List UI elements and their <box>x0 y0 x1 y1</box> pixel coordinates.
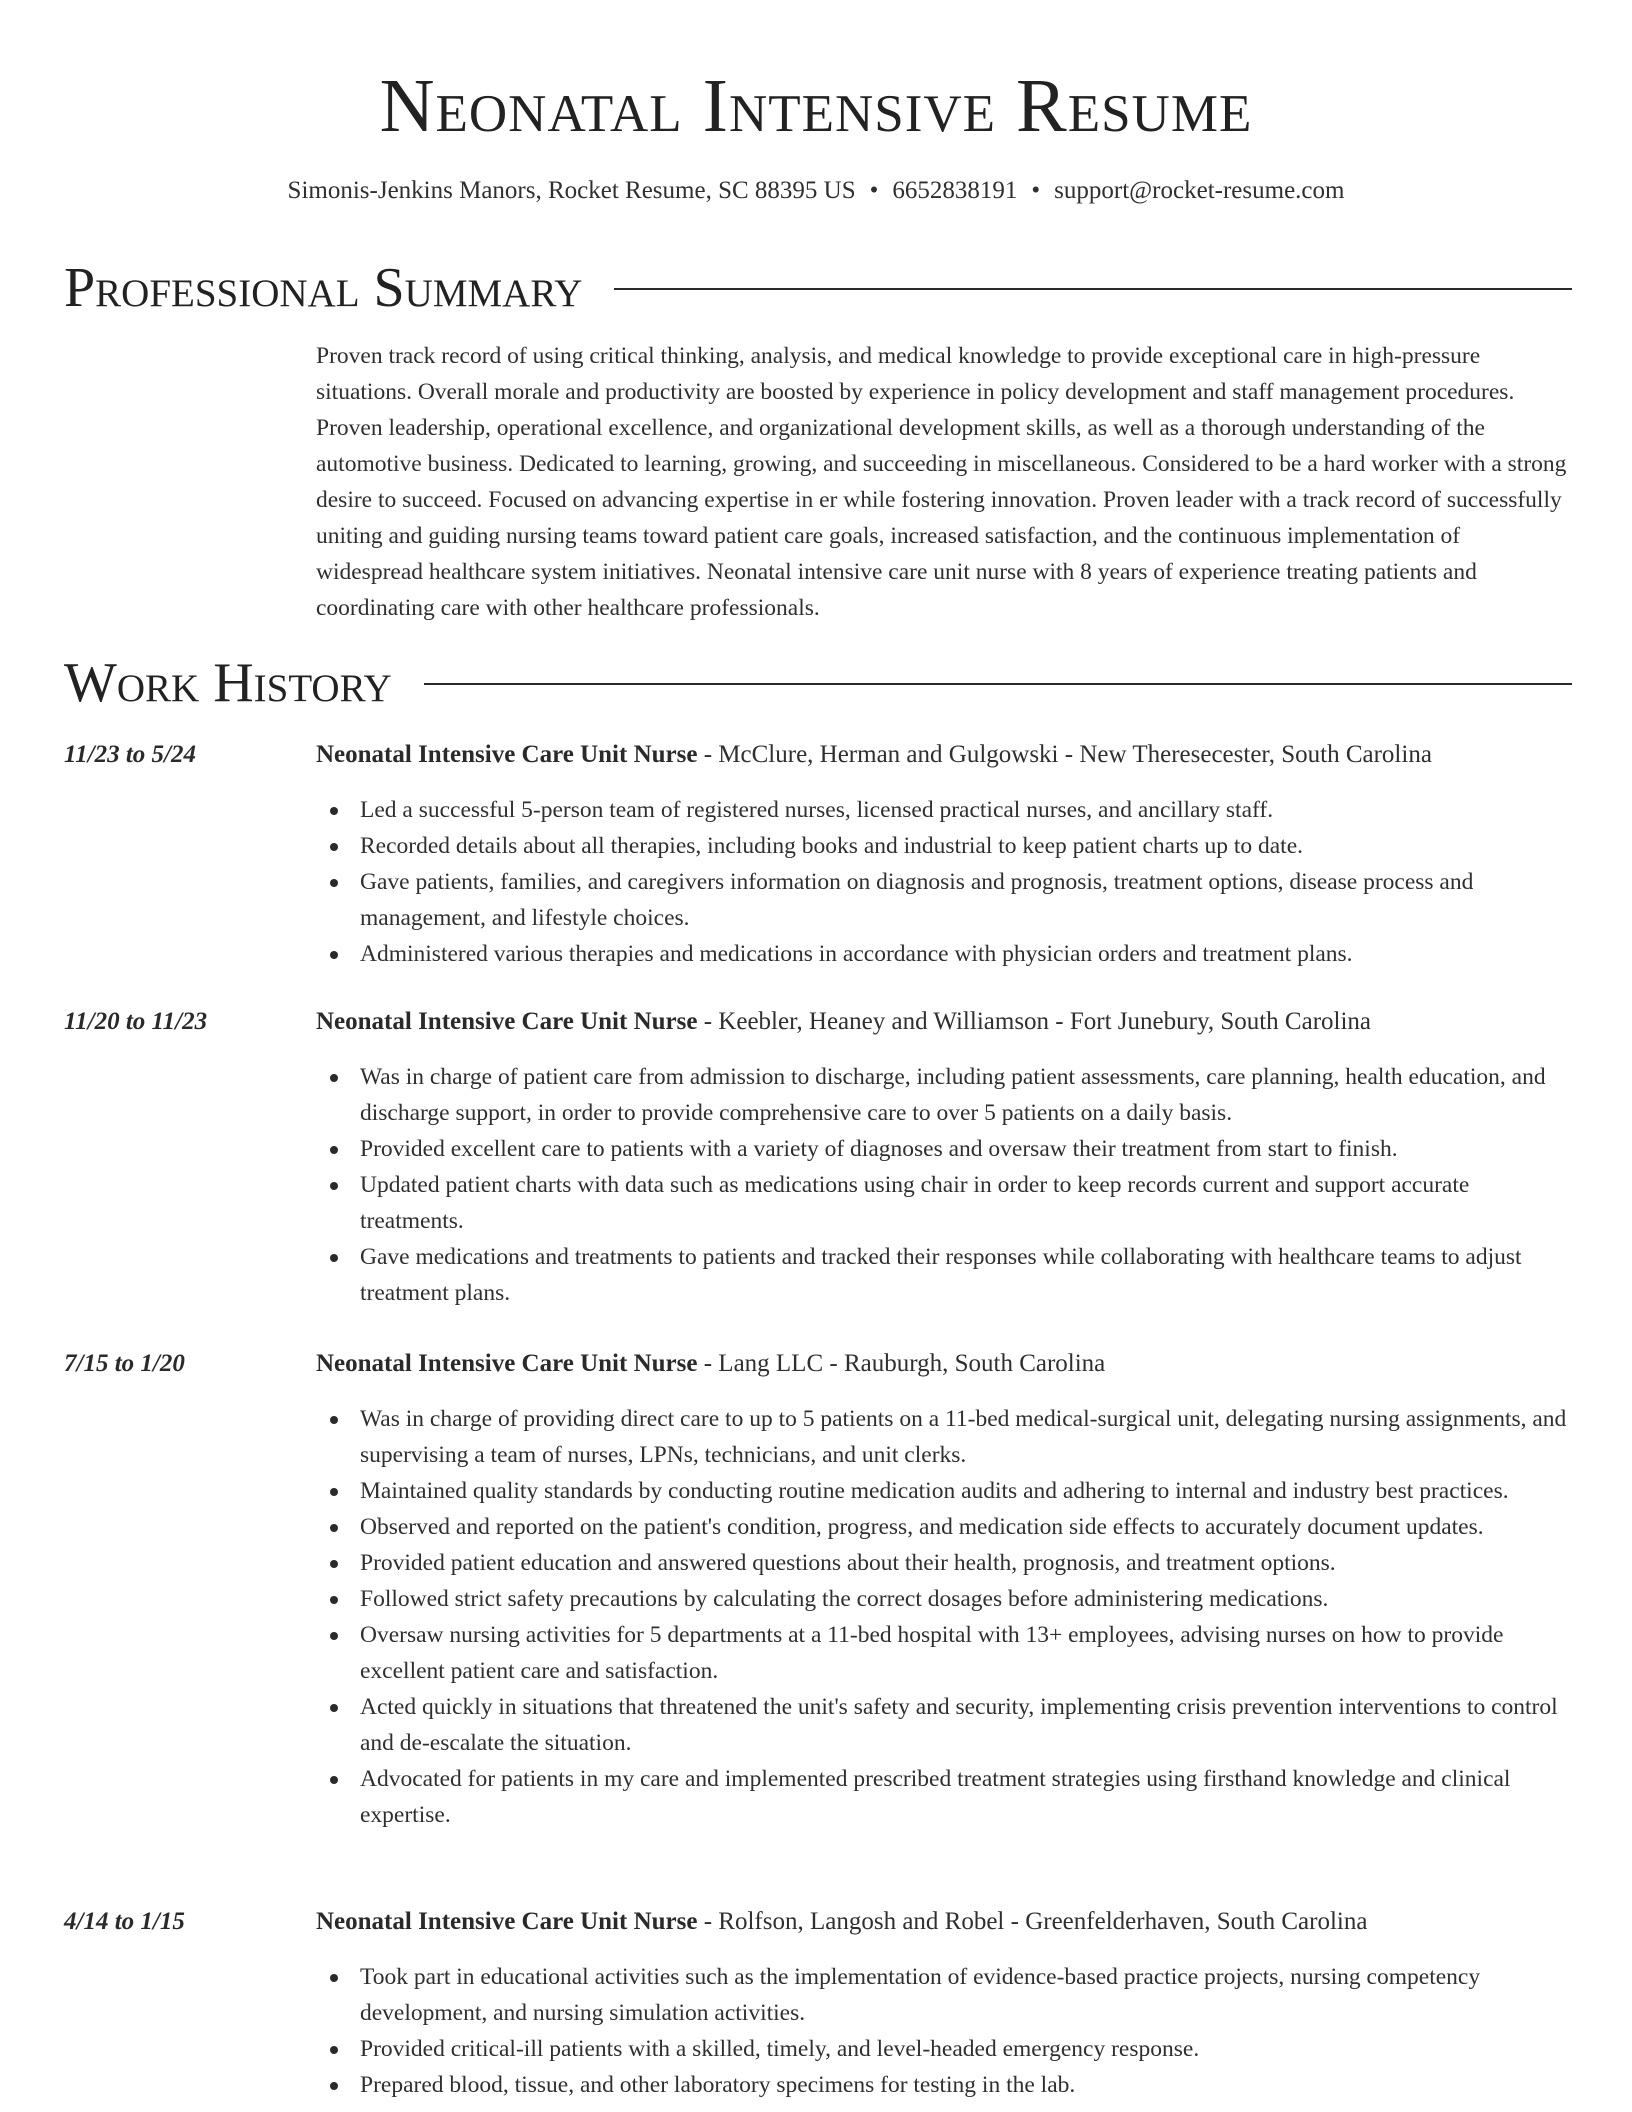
bullet-dot <box>330 1182 338 1190</box>
contact-separator: • <box>1031 177 1041 204</box>
job-bullet <box>316 936 1572 972</box>
bullet-dot <box>330 1704 338 1712</box>
job-bullet <box>316 1617 1572 1689</box>
job-header <box>64 1905 1572 1939</box>
job-bullet-text: Provided excellent care to patients with a variety of diagnoses and oversaw their treatment from start to finish. <box>360 1136 1398 1162</box>
bullet-dot <box>330 1560 338 1568</box>
job-bullet <box>316 1059 1572 1131</box>
job-title: Neonatal Intensive Care Unit Nurse <box>316 1350 698 1377</box>
bullet-dot <box>330 807 338 815</box>
summary-section-header <box>64 253 1572 323</box>
resume-name: Neonatal Intensive Resume <box>379 64 1253 148</box>
job-bullet-text: Gave medications and treatments to patients and tracked their responses while collaborating with healthcare teams to adjust treatment plans. <box>360 1244 1522 1306</box>
job-bullet-text: Provided critical-ill patients with a skilled, timely, and level-headed emergency response. <box>360 2036 1200 2062</box>
job-title-line <box>316 738 1432 772</box>
job-title: Neonatal Intensive Care Unit Nurse <box>316 1008 698 1035</box>
job-bullet-text: Administered various therapies and medications in accordance with physician orders and treatment plans. <box>360 941 1353 967</box>
job-entry <box>64 1905 1572 2103</box>
job-bullet <box>316 1167 1572 1239</box>
bullet-dot <box>330 1146 338 1154</box>
job-bullet-text: Followed strict safety precautions by calculating the correct dosages before administering medications. <box>360 1586 1329 1612</box>
section-divider <box>614 288 1572 290</box>
job-bullet <box>316 1401 1572 1473</box>
job-bullet-text: Led a successful 5-person team of registered nurses, licensed practical nurses, and ancillary staff. <box>360 797 1274 823</box>
job-bullet <box>316 828 1572 864</box>
contact-line <box>0 174 1632 208</box>
summary-text: Proven track record of using critical thinking, analysis, and medical knowledge to provide exceptional care in high-pressure situations. Overall morale and productivity are boosted by experience in policy development and staff management procedures. Proven leadership, operational excellence, and organizational development skills, as well as a thorough understanding of the automotive business. Dedicated to learning, growing, and succeeding in miscellaneous. Considered to be a hard worker with a strong desire to succeed. Focused on advancing expertise in er while fostering innovation. Proven leader with a track record of successfully uniting and guiding nursing teams toward patient care goals, increased satisfaction, and the continuous implementation of widespread healthcare system initiatives. Neonatal intensive care unit nurse with 8 years of experience treating patients and coordinating care with other healthcare professionals. <box>316 343 1567 621</box>
job-bullet-text: Provided patient education and answered questions about their health, prognosis, and treatment options. <box>360 1550 1336 1576</box>
bullet-dot <box>330 879 338 887</box>
job-title: Neonatal Intensive Care Unit Nurse <box>316 741 698 768</box>
job-bullet <box>316 792 1572 828</box>
job-bullet-text: Was in charge of providing direct care to up to 5 patients on a 11-bed medical-surgical unit, delegating nursing assignments, and supervising a team of nurses, LPNs, technicians, and unit clerks. <box>360 1406 1567 1468</box>
job-bullet-text: Was in charge of patient care from admission to discharge, including patient assessments, care planning, health education, and discharge support, in order to provide comprehensive care to over 5 patients on a daily basis. <box>360 1064 1546 1126</box>
job-bullet <box>316 1545 1572 1581</box>
job-bullet-list <box>64 792 1572 972</box>
job-employer-location: - Lang LLC - Rauburgh, South Carolina <box>697 1350 1106 1377</box>
job-bullet-text: Oversaw nursing activities for 5 departments at a 11-bed hospital with 13+ employees, advising nurses on how to provide excellent patient care and satisfaction. <box>360 1622 1504 1684</box>
job-employer-location: - McClure, Herman and Gulgowski - New Theresecester, South Carolina <box>697 741 1432 768</box>
work-history-section-header <box>64 648 1572 718</box>
bullet-dot <box>330 843 338 851</box>
contact-phone: 6652838191 <box>892 177 1018 204</box>
job-entry <box>64 1005 1572 1311</box>
job-bullet-list <box>64 1959 1572 2103</box>
bullet-dot <box>330 2046 338 2054</box>
job-bullet-text: Observed and reported on the patient's condition, progress, and medication side effects to accurately document updates. <box>360 1514 1484 1540</box>
summary-heading: Professional Summary <box>64 257 583 319</box>
job-header <box>64 1005 1572 1039</box>
job-bullet <box>316 1689 1572 1761</box>
job-bullet-text: Acted quickly in situations that threatened the unit's safety and security, implementing crisis prevention interventions to control and de-escalate the situation. <box>360 1694 1558 1756</box>
bullet-dot <box>330 1974 338 1982</box>
section-divider <box>424 683 1572 685</box>
job-bullet <box>316 1761 1572 1833</box>
bullet-dot <box>330 951 338 959</box>
job-dates: 4/14 to 1/15 <box>64 1908 185 1935</box>
job-bullet <box>316 1239 1572 1311</box>
job-bullet <box>316 1473 1572 1509</box>
job-entry <box>64 1347 1572 1833</box>
job-bullet-text: Recorded details about all therapies, including books and industrial to keep patient charts up to date. <box>360 833 1304 859</box>
job-dates: 11/20 to 11/23 <box>64 1008 208 1035</box>
job-bullet <box>316 1509 1572 1545</box>
job-employer-location: - Rolfson, Langosh and Robel - Greenfelderhaven, South Carolina <box>697 1908 1368 1935</box>
job-bullet-text: Prepared blood, tissue, and other laboratory specimens for testing in the lab. <box>360 2072 1076 2098</box>
contact-address: Simonis-Jenkins Manors, Rocket Resume, SC 88395 US <box>287 177 856 204</box>
job-bullet-text: Advocated for patients in my care and implemented prescribed treatment strategies using firsthand knowledge and clinical expertise. <box>360 1766 1511 1828</box>
job-bullet-list <box>64 1059 1572 1311</box>
bullet-dot <box>330 1254 338 1262</box>
bullet-dot <box>330 1596 338 1604</box>
job-bullet-text: Maintained quality standards by conducting routine medication audits and adhering to internal and industry best practices. <box>360 1478 1509 1504</box>
job-bullet-text: Took part in educational activities such as the implementation of evidence-based practice projects, nursing competency development, and nursing simulation activities. <box>360 1964 1481 2026</box>
job-title-line <box>316 1347 1105 1381</box>
job-bullet-text: Updated patient charts with data such as medications using chair in order to keep records current and support accurate treatments. <box>360 1172 1470 1234</box>
job-bullet-text: Gave patients, families, and caregivers information on diagnosis and prognosis, treatment options, disease process and management, and lifestyle choices. <box>360 869 1474 931</box>
bullet-dot <box>330 1416 338 1424</box>
job-employer-location: - Keebler, Heaney and Williamson - Fort Junebury, South Carolina <box>697 1008 1372 1035</box>
job-dates: 7/15 to 1/20 <box>64 1350 185 1377</box>
job-title-line <box>316 1905 1367 1939</box>
contact-email: support@rocket-resume.com <box>1054 177 1345 204</box>
job-entry <box>64 738 1572 972</box>
job-bullet <box>316 864 1572 936</box>
bullet-dot <box>330 1776 338 1784</box>
contact-separator: • <box>869 177 879 204</box>
job-title-line <box>316 1005 1371 1039</box>
job-bullet-list <box>64 1401 1572 1833</box>
job-bullet <box>316 1131 1572 1167</box>
work-history-heading: Work History <box>64 652 392 714</box>
job-dates: 11/23 to 5/24 <box>64 741 196 768</box>
bullet-dot <box>330 1632 338 1640</box>
job-bullet <box>316 1959 1572 2031</box>
bullet-dot <box>330 1524 338 1532</box>
bullet-dot <box>330 2082 338 2090</box>
job-bullet <box>316 2067 1572 2103</box>
job-header <box>64 738 1572 772</box>
job-bullet <box>316 1581 1572 1617</box>
bullet-dot <box>330 1488 338 1496</box>
job-title: Neonatal Intensive Care Unit Nurse <box>316 1908 698 1935</box>
job-header <box>64 1347 1572 1381</box>
job-bullet <box>316 2031 1572 2067</box>
bullet-dot <box>330 1074 338 1082</box>
